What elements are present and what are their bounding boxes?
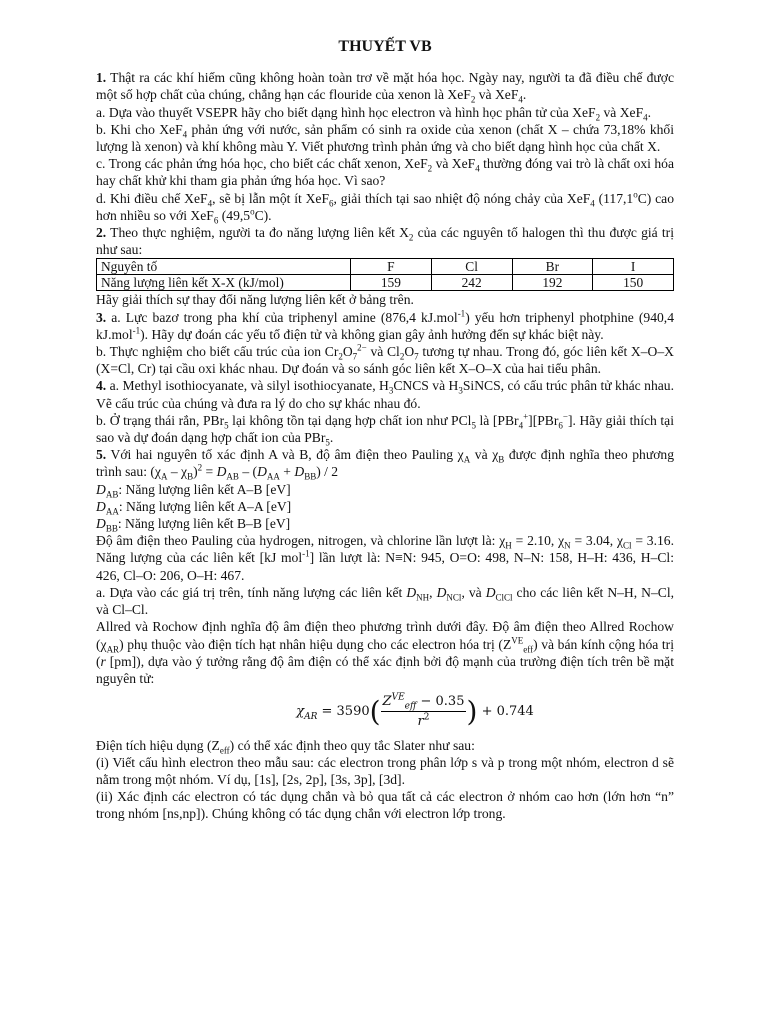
formula-numerator-symbol: Z (382, 694, 392, 710)
bond-energy-table (96, 258, 674, 291)
paragraph: a. Dựa vào thuyết VSEPR hãy cho biết dạng hình học electron và hình học phân tử của XeF$_2$ và XeF$_4$. (96, 104, 652, 123)
paragraph: Độ âm điện theo Pauling của hydrogen, nitrogen, và chlorine lần lượt là: $\chi_H = 2.10$, $\chi_N = 3.04$, $\chi_{Cl} = 3.16$. Năng lượng của các liên kết [kJ mol$^{-1}$] lần lượt là: N≡N: 945, O=O: 498, N–N: 158, H–H: 436, H–Cl: 426, Cl–O: 206, O–H: 467. (96, 533, 674, 583)
table-cell: 150 (593, 275, 674, 291)
formula-numerator-rest: − 0.35 (416, 694, 465, 710)
table-cell: F (351, 259, 432, 275)
paragraph: Allred và Rochow định nghĩa độ âm điện theo phương trình dưới đây. Độ âm điện theo Allred Rochow $(\chi_{AR})$ phụ thuộc vào điện tích hạt nhân hiệu dụng cho các electron hóa trị $(Z^{VE}_{eff})$ và bán kính cộng hóa trị (r [pm]), dựa vào ý tưởng rằng độ âm điện có thể xác định bởi độ mạnh của trường điện tích trên bề mặt nguyên tử: (96, 619, 674, 686)
table-cell: I (593, 259, 674, 275)
page-title: THUYẾT VB (338, 38, 432, 55)
formula-denominator-sup: 2 (423, 712, 430, 723)
table-cell: 192 (512, 275, 593, 291)
table-cell: 242 (431, 275, 512, 291)
document-page (96, 38, 674, 823)
paragraph: 3. a. Lực bazơ trong pha khí của triphenyl amine (876,4 kJ.mol$^{-1}$) yếu hơn triphenyl photphine (940,4 kJ.mol$^{-1}$). Hãy dự đoán các yếu tố điện tử và không gian gây ảnh hưởng đến sự khác biệt này. (96, 308, 674, 342)
paragraph: 5. Với hai nguyên tố xác định A và B, độ âm điện theo Pauling $\chi_A$ và $\chi_B$ được định nghĩa theo phương trình sau: $(\chi_A - \chi_B)^2 = D_{AB} - (D_{AA} + D_{BB}) / 2$ (96, 447, 675, 483)
table-cell: Năng lượng liên kết X-X (kJ/mol) (97, 275, 351, 291)
table-cell: Br (512, 259, 593, 275)
paragraph: $D_{AB}$: Năng lượng liên kết A–B [eV] (96, 481, 291, 500)
table-row (97, 275, 674, 291)
formula-fraction (381, 693, 467, 730)
allred-rochow-formula: $\chi_{AR} = 3590$( $\frac{Z^{VE}_{eff} - 0.35}{r^2}$ ) + 0.744 (296, 692, 534, 730)
paragraph: d. Khi điều chế XeF$_4$, sẽ bị lẫn một ít XeF$_6$, giải thích tại sao nhiệt độ nóng chảy của XeF$_4$ (117,1$^o$C) cao hơn nhiều so với XeF$_6$ (49,5$^o$C). (96, 189, 675, 226)
table-row (97, 259, 674, 275)
formula-denominator: r (417, 714, 424, 730)
table-cell: 159 (351, 275, 432, 291)
formula-subscript: AR (304, 711, 318, 722)
paragraph: (ii) Xác định các electron có tác dụng chắn và bỏ qua tất cả các electron ở nhóm cao hơn (lớn hơn “n” trong nhóm [ns,np]). Chúng không có tác dụng chắn với electron lớp trong. (96, 789, 674, 822)
formula-numerator-sup: VE (391, 692, 405, 703)
formula-numerator-sub: eff (404, 701, 417, 712)
paragraph: Điện tích hiệu dụng $(Z_{eff})$ có thể xác định theo quy tắc Slater như sau: (96, 737, 475, 756)
table-cell: Cl (431, 259, 512, 275)
formula-tail: + 0.744 (481, 704, 534, 720)
formula-symbol: χ (296, 704, 305, 720)
paragraph: 1. Thật ra các khí hiếm cũng không hoàn toàn trơ về mặt hóa học. Ngày nay, người ta đã điều chế được một số hợp chất của chúng, chẳng hạn các flouride của xenon là XeF$_2$ và XeF$_4$. (96, 70, 674, 106)
paragraph: c. Trong các phản ứng hóa học, cho biết các chất xenon, XeF$_2$ và XeF$_4$ thường đóng vai trò là chất oxi hóa hay chất khử khi tham gia phản ứng hóa học. Vì sao? (96, 156, 674, 189)
formula-coefficient: = 3590 (321, 704, 370, 720)
paragraph: a. Dựa vào các giá trị trên, tính năng lượng các liên kết $D_{NH}$, $D_{NCl}$, và $D_{ClCl}$ cho các liên kết N–H, N–Cl, và Cl–Cl. (96, 584, 675, 618)
paragraph: $D_{AA}$: Năng lượng liên kết A–A [eV] (96, 498, 292, 517)
paragraph: $D_{BB}$: Năng lượng liên kết B–B [eV] (96, 516, 291, 534)
paragraph: (i) Viết cấu hình electron theo mẫu sau: các electron trong phân lớp s và p trong một nhóm, electron d sẽ nằm trong một nhóm. Ví dụ, [1s], [2s, 2p], [3s, 3p], [3d]. (96, 754, 674, 787)
table-cell: Nguyên tố (97, 259, 351, 275)
paragraph: 4. a. Methyl isothiocyanate, và silyl isothiocyanate, $H_3CNCS$ và $H_3SiNCS$, có cấu trúc phân tử khác nhau. Vẽ cấu trúc của chúng và đưa ra lý do cho sự khác nhau đó. (96, 378, 674, 411)
paragraph: b. Thực nghiệm cho biết cấu trúc của ion $Cr_2O_7^{2-}$ và $Cl_2O_7$ tương tự nhau. Trong đó, góc liên kết X–O–X (X=Cl, Cr) tại cầu oxi khác nhau. Dự đoán và so sánh góc liên kết X–O–X của hai tiểu phân. (96, 342, 674, 377)
paragraph: b. Khi cho XeF$_4$ phản ứng với nước, sản phẩm có sinh ra oxide của xenon (chất X – chứa 73,18% khối lượng là xenon) và khí không màu Y. Viết phương trình phản ứng và cho biết dạng hình học của chất X. (96, 121, 674, 155)
paragraph: Hãy giải thích sự thay đổi năng lượng liên kết ở bảng trên. (96, 292, 414, 308)
paragraph: b. Ở trạng thái rắn, PBr$_5$ lại không tồn tại dạng hợp chất ion như PCl$_5$ là [PBr$_4$+][PBr$_6$−]. Hãy giải thích tại sao và dự đoán dạng hợp chất ion của PBr$_5$. (96, 411, 674, 448)
paragraph: 2. Theo thực nghiệm, người ta đo năng lượng liên kết $X_2$ của các nguyên tố halogen thì thu được giá trị như sau: (96, 225, 674, 258)
